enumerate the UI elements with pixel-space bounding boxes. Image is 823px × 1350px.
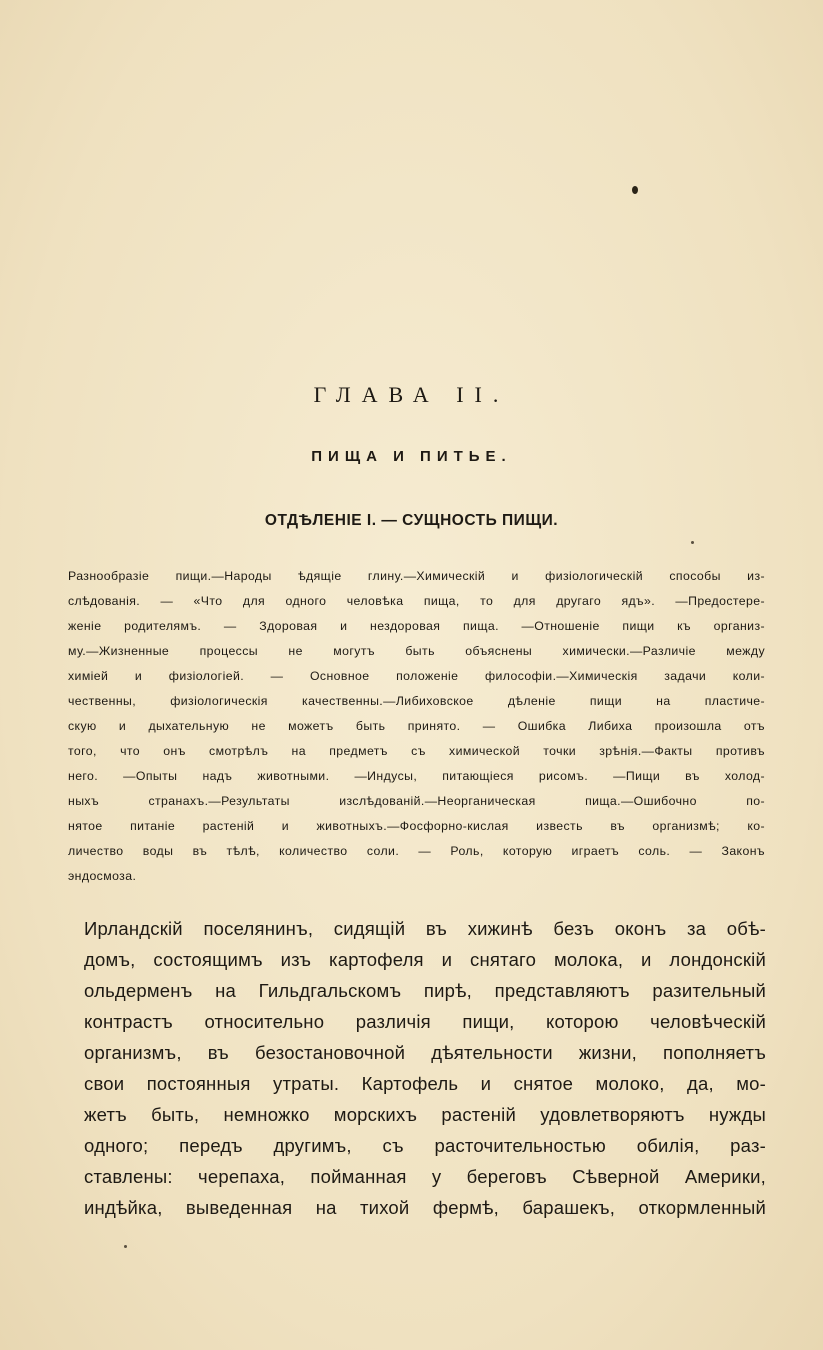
body-line: Ирландскій поселянинъ, сидящій въ хижинѣ безъ оконъ за обѣ- [84, 918, 766, 939]
ink-spot [632, 186, 638, 194]
body-line: свои постоянныя утраты. Картофель и снятое молоко, да, мо- [84, 1073, 766, 1094]
ink-speck [124, 1245, 127, 1248]
summary-line: слѣдованія. — «Что для одного человѣка пища, то для другаго ядъ». —Предостере- [68, 594, 765, 608]
summary-line: скую и дыхательную не можетъ быть принято. — Ошибка Либиха произошла отъ [68, 719, 765, 733]
summary-line: эндосмоза. [68, 869, 137, 883]
body-paragraph [84, 913, 766, 1223]
body-line: жетъ быть, немножко морскихъ растеній удовлетворяютъ нужды [84, 1104, 766, 1125]
chapter-summary [68, 564, 765, 889]
summary-line: того, что онъ смотрѣлъ на предметъ съ химической точки зрѣнія.—Факты противъ [68, 744, 765, 758]
summary-line: химіей и физіологіей. — Основное положеніе философіи.—Химическія задачи коли- [68, 669, 765, 683]
body-line: ольдерменъ на Гильдгальскомъ пирѣ, представляютъ разительный [84, 980, 766, 1001]
chapter-title: ГЛАВА II. [313, 382, 510, 407]
summary-line: ныхъ странахъ.—Результаты изслѣдованій.—Неорганическая пища.—Ошибочно по- [68, 794, 765, 808]
body-line: одного; передъ другимъ, съ расточительностью обилія, раз- [84, 1135, 766, 1156]
body-line: контрастъ относительно различія пищи, которою человѣческій [84, 1011, 766, 1032]
summary-line: Разнообразіе пищи.—Народы ѣдящіе глину.—Химическій и физіологическій способы из- [68, 569, 765, 583]
body-line: индѣйка, выведенная на тихой фермѣ, барашекъ, откормленный [84, 1197, 766, 1218]
body-line: организмъ, въ безостановочной дѣятельности жизни, пополняетъ [84, 1042, 766, 1063]
summary-line: чественны, физіологическія качественны.—Либиховское дѣленіе пищи на пластиче- [68, 694, 765, 708]
section-title: ОТДѢЛЕНІЕ I. — СУЩНОСТЬ ПИЩИ. [264, 512, 559, 529]
summary-line: личество воды въ тѣлѣ, количество соли. — Роль, которую играетъ соль. — Законъ [68, 844, 765, 858]
summary-line: женіе родителямъ. — Здоровая и нездоровая пища. —Отношеніе пищи къ организ- [68, 619, 765, 633]
summary-line: му.—Жизненные процессы не могутъ быть объяснены химически.—Различіе между [68, 644, 765, 658]
body-line: домъ, состоящимъ изъ картофеля и снятаго молока, и лондонскій [84, 949, 766, 970]
summary-line: него. —Опыты надъ животными. —Индусы, питающіеся рисомъ. —Пищи въ холод- [68, 769, 765, 783]
ink-speck [691, 541, 694, 544]
body-line: ставлены: черепаха, пойманная у береговъ Сѣверной Америки, [84, 1166, 766, 1187]
part-title: ПИЩА И ПИТЬЕ. [311, 448, 512, 465]
summary-line: нятое питаніе растеній и животныхъ.—Фосфорно-кислая известь въ организмѣ; ко- [68, 819, 765, 833]
